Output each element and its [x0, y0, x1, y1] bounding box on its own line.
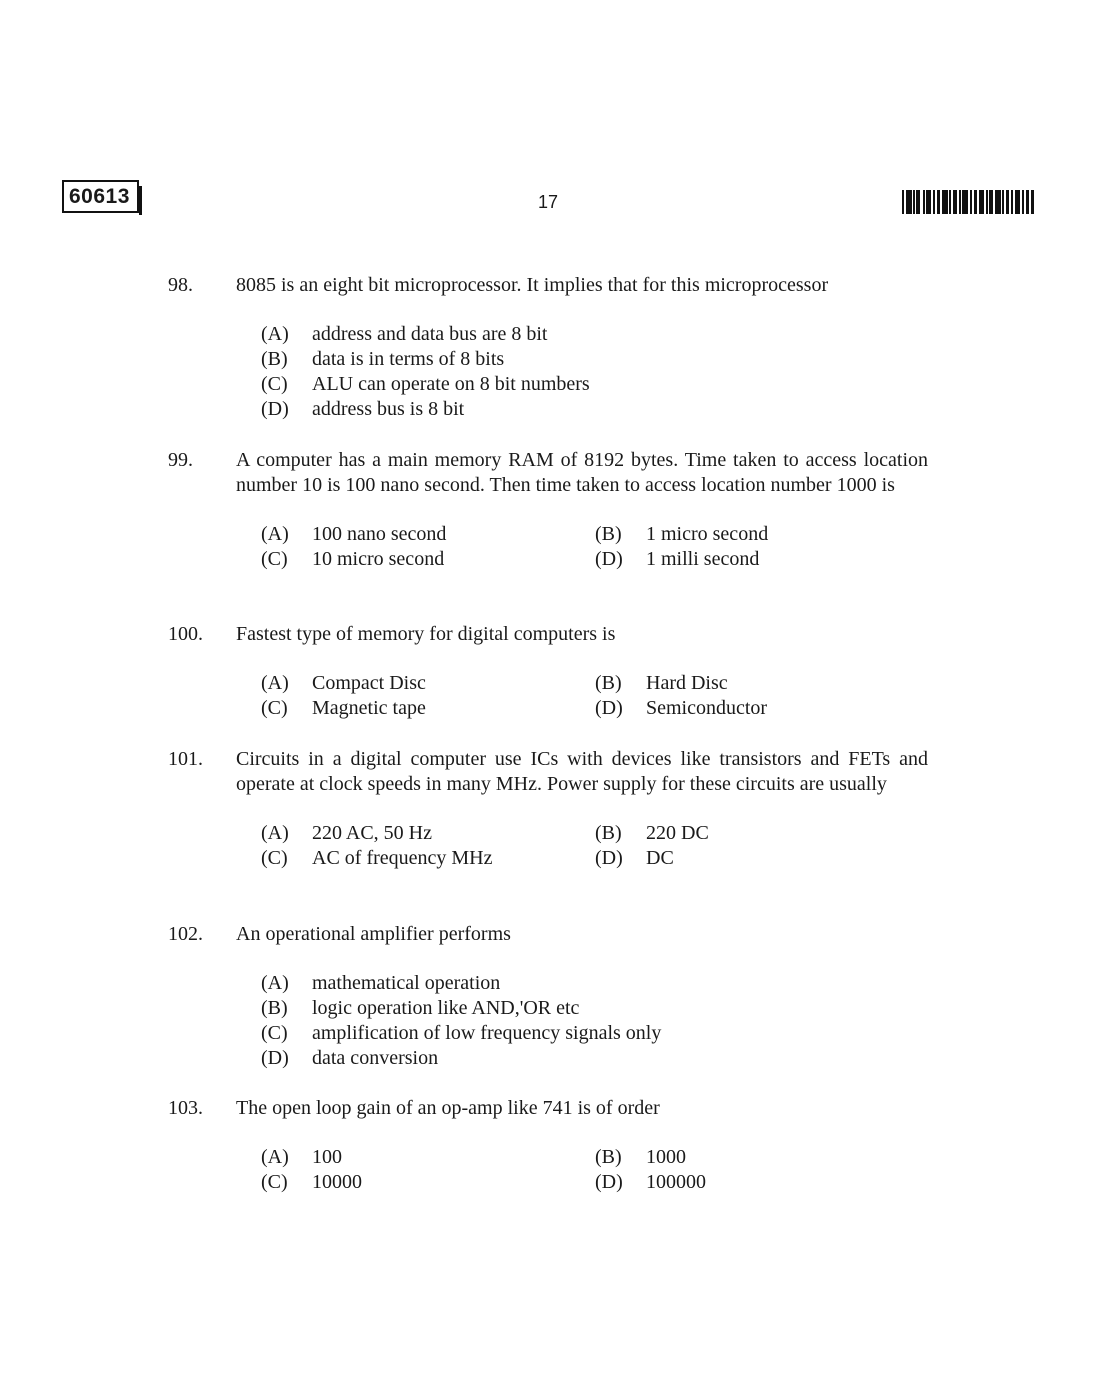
options-grid [261, 522, 928, 572]
options-grid [261, 1145, 928, 1195]
barcode-icon [902, 190, 1034, 214]
question-number: 102. [168, 923, 203, 945]
option-b: (B) 1 micro second [595, 523, 769, 545]
question-text: The open loop gain of an op-amp like 741 is of order [236, 1097, 660, 1119]
question-99 [168, 448, 928, 572]
options-list [261, 971, 928, 1071]
option-c: (C) 10 micro second [261, 548, 445, 570]
option-c: (C) 10000 [261, 1171, 362, 1193]
question-98 [168, 273, 928, 422]
option-b: (B) 1000 [595, 1146, 686, 1168]
question-103 [168, 1096, 928, 1195]
option-c: (C) ALU can operate on 8 bit numbers [261, 373, 590, 395]
question-text: A computer has a main memory RAM of 8192 bytes. Time taken to access location number 10 is 100 nano second. Then time taken to access location number 1000 is [236, 449, 928, 496]
question-number: 103. [168, 1097, 203, 1119]
option-b: (B) logic operation like AND,'OR etc [261, 997, 580, 1019]
page-header [62, 178, 1034, 220]
option-a: (A) mathematical operation [261, 972, 501, 994]
question-text: Fastest type of memory for digital computers is [236, 623, 616, 645]
option-d: (D) data conversion [261, 1047, 439, 1069]
question-100 [168, 622, 928, 721]
option-d: (D) address bus is 8 bit [261, 398, 465, 420]
question-text: 8085 is an eight bit microprocessor. It implies that for this microprocessor [236, 274, 829, 296]
option-d: (D) DC [595, 847, 674, 869]
option-d: (D) 100000 [595, 1171, 706, 1193]
option-b: (B) 220 DC [595, 822, 709, 844]
question-number: 99. [168, 449, 193, 471]
option-d: (D) 1 milli second [595, 548, 760, 570]
question-text: An operational amplifier performs [236, 923, 511, 945]
option-c: (C) amplification of low frequency signals only [261, 1022, 662, 1044]
question-number: 100. [168, 623, 203, 645]
option-b: (B) data is in terms of 8 bits [261, 348, 505, 370]
question-number: 98. [168, 274, 193, 296]
question-101 [168, 747, 928, 871]
option-a: (A) Compact Disc [261, 672, 426, 694]
question-number: 101. [168, 748, 203, 770]
paper-code-box: 60613 [62, 180, 139, 213]
options-grid [261, 821, 928, 871]
option-d: (D) Semiconductor [595, 697, 768, 719]
option-a: (A) 100 nano second [261, 523, 447, 545]
options-grid [261, 671, 928, 721]
option-a: (A) address and data bus are 8 bit [261, 323, 548, 345]
question-text: Circuits in a digital computer use ICs with devices like transistors and FETs and operate at clock speeds in many MHz. Power supply for these circuits are usually [236, 748, 928, 795]
options-list [261, 322, 928, 422]
option-a: (A) 220 AC, 50 Hz [261, 822, 432, 844]
option-b: (B) Hard Disc [595, 672, 728, 694]
page-number: 17 [538, 192, 559, 212]
option-c: (C) Magnetic tape [261, 697, 426, 719]
option-a: (A) 100 [261, 1146, 342, 1168]
option-c: (C) AC of frequency MHz [261, 847, 493, 869]
question-102 [168, 922, 928, 1071]
